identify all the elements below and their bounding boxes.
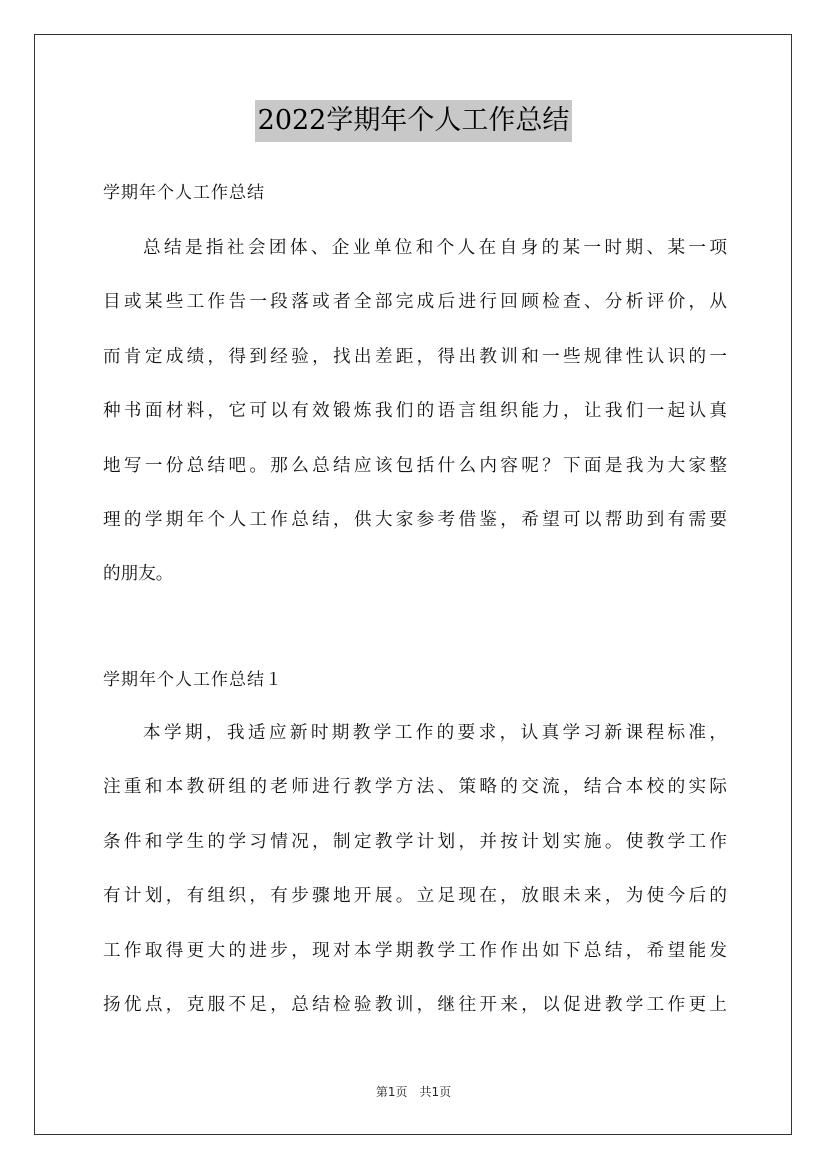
intro-heading: 学期年个人工作总结 xyxy=(103,183,265,203)
page-footer: 第1页 共1页 xyxy=(375,1085,452,1099)
paragraph-line: 地写一份总结吧。那么总结应该包括什么内容呢？下面是我为大家整 xyxy=(103,455,727,476)
paragraph-line: 种书面材料，它可以有效锻炼我们的语言组织能力，让我们一起认真 xyxy=(103,401,727,422)
section1-heading: 学期年个人工作总结１ xyxy=(103,670,283,690)
paragraph-line: 本学期，我适应新时期教学工作的要求，认真学习新课程标准， xyxy=(143,723,727,743)
paragraph-line: 注重和本教研组的老师进行教学方法、策略的交流，结合本校的实际 xyxy=(103,777,727,798)
section1-paragraph xyxy=(103,713,727,1039)
paragraph-line: 而肯定成绩，得到经验，找出差距，得出教训和一些规律性认识的一 xyxy=(103,346,727,367)
paragraph-line: 目或某些工作告一段落或者全部完成后进行回顾检查、分析评价，从 xyxy=(103,292,727,313)
paragraph-line: 工作取得更大的进步，现对本学期教学工作作出如下总结，希望能发 xyxy=(103,940,727,961)
paragraph-line: 条件和学生的学习情况，制定教学计划，并按计划实施。使教学工作 xyxy=(103,831,727,852)
document-title: 2022学期年个人工作总结 xyxy=(255,100,573,142)
intro-paragraph xyxy=(103,228,727,609)
title-container xyxy=(0,100,827,142)
paragraph-line: 理的学期年个人工作总结，供大家参考借鉴，希望可以帮助到有需要 xyxy=(103,509,727,530)
paragraph-line: 扬优点，克服不足，总结检验教训，继往开来，以促进教学工作更上 xyxy=(103,994,727,1015)
paragraph-line: 总结是指社会团体、企业单位和个人在自身的某一时期、某一项 xyxy=(143,238,727,258)
paragraph-line: 的朋友。 xyxy=(103,564,174,585)
paragraph-line: 有计划，有组织，有步骤地开展。立足现在，放眼未来，为使今后的 xyxy=(103,886,727,907)
